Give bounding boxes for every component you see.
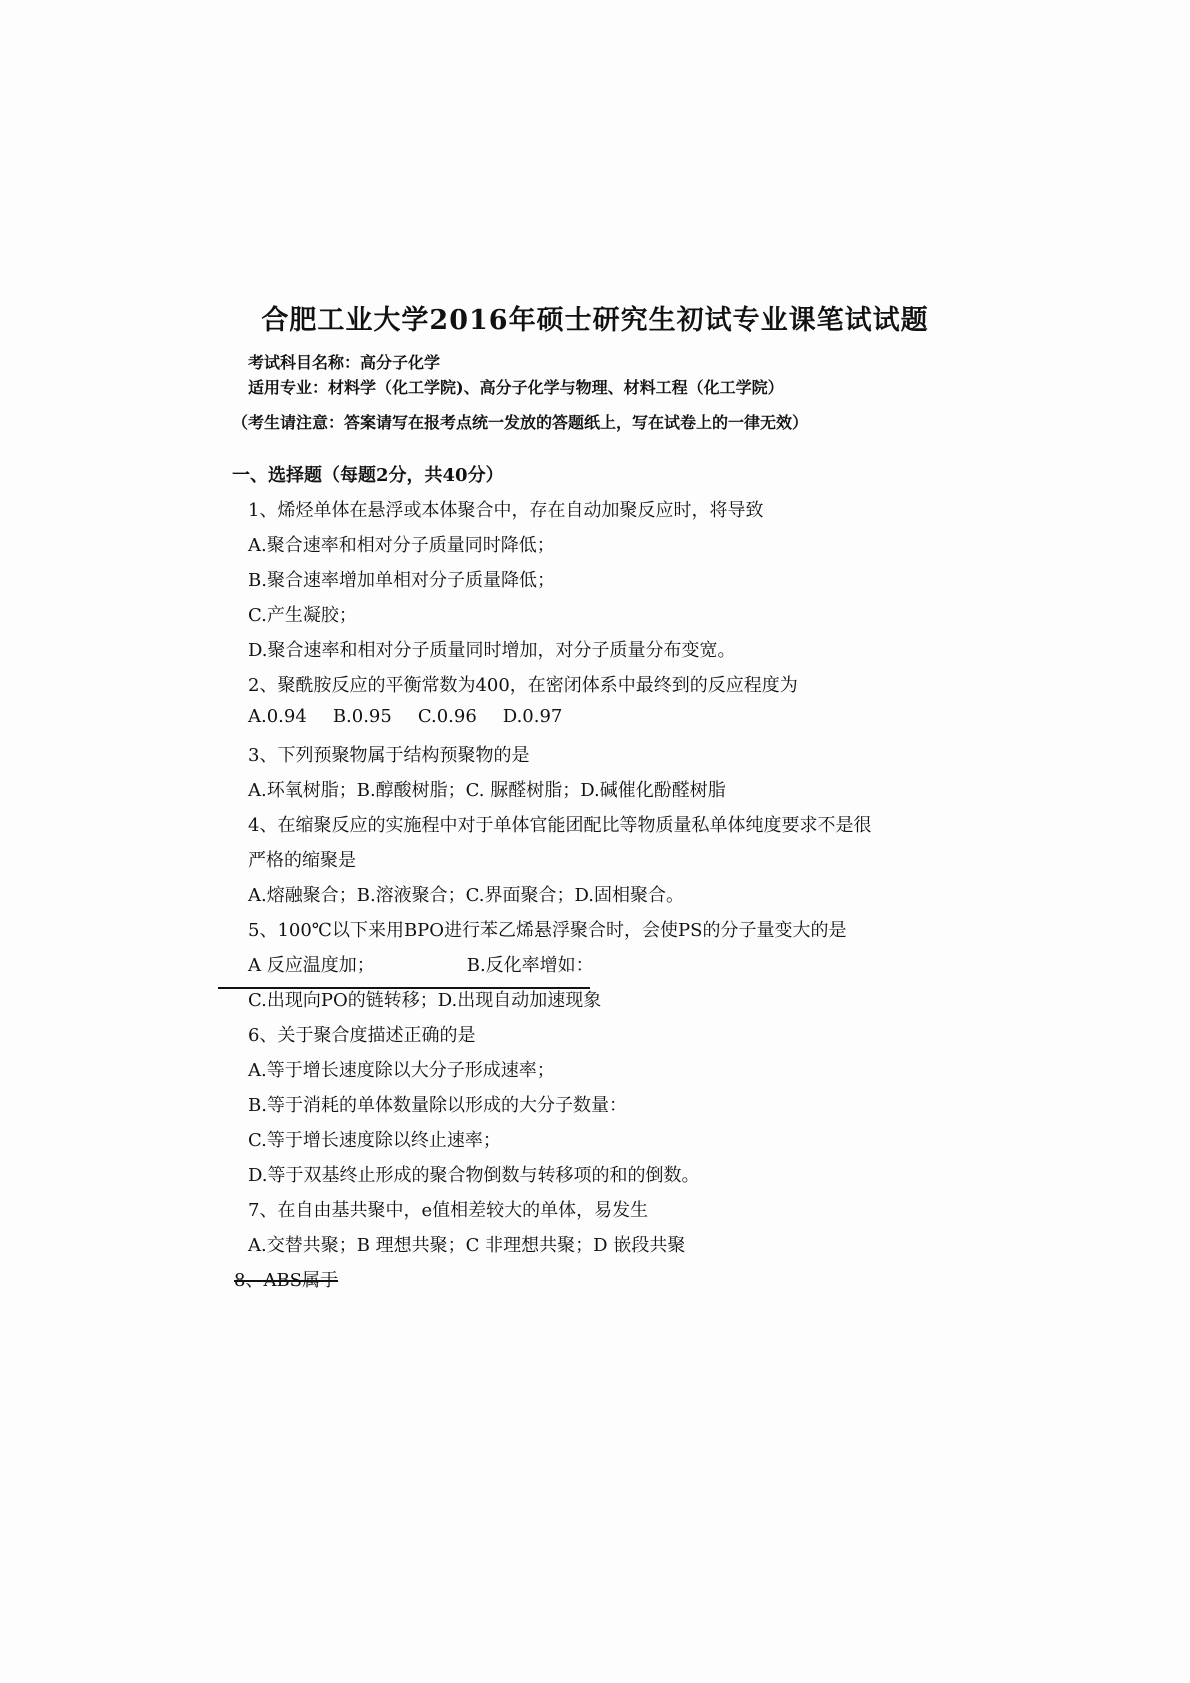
q1-option-b: B.聚合速率增加单相对分子质量降低； bbox=[248, 570, 555, 591]
q2-option-b: B.0.95 bbox=[332, 706, 392, 727]
q2-option-c: C.0.96 bbox=[417, 706, 477, 727]
q8-stem: 8、ABS属于 bbox=[234, 1270, 339, 1291]
q4-stem-continued: 严格的缩聚是 bbox=[248, 850, 356, 871]
exam-title: 合肥工业大学2016年硕士研究生初试专业课笔试试题 bbox=[261, 305, 929, 336]
q4-options: A.熔融聚合；B.溶液聚合；C.界面聚合；D.固相聚合。 bbox=[248, 885, 685, 906]
q1-option-c: C.产生凝胶； bbox=[248, 605, 357, 626]
q5-option-b: B.反化率增如： bbox=[466, 955, 594, 976]
q3-stem: 3、下列预聚物属于结构预聚物的是 bbox=[248, 745, 530, 766]
q1-option-d: D.聚合速率和相对分子质量同时增加，对分子质量分布变宽。 bbox=[248, 640, 736, 661]
notice-line: （考生请注意：答案请写在报考点统一发放的答题纸上，写在试卷上的一律无效） bbox=[232, 413, 809, 432]
subject-line: 考试科目名称：高分子化学 bbox=[248, 353, 441, 372]
q1-option-a: A.聚合速率和相对分子质量同时降低； bbox=[248, 535, 555, 556]
q6-option-b: B.等于消耗的单体数量除以形成的大分子数量： bbox=[248, 1095, 627, 1116]
q5-options-ab bbox=[248, 951, 594, 977]
section-heading: 一、选择题（每题2分，共40分） bbox=[232, 465, 504, 486]
q5-options-cd: C.出现向PO的链转移；D.出现自动加速现象 bbox=[248, 990, 602, 1011]
q6-option-d: D.等于双基终止形成的聚合物倒数与转移项的和的倒数。 bbox=[248, 1165, 700, 1186]
q2-option-d: D.0.97 bbox=[502, 706, 563, 727]
q2-options bbox=[248, 706, 588, 727]
major-line: 适用专业：材料学（化工学院)、高分子化学与物理、材料工程（化工学院） bbox=[248, 378, 784, 397]
q7-options: A.交替共聚；B 理想共聚；C 非理想共聚；D 嵌段共聚 bbox=[248, 1235, 686, 1256]
q2-stem: 2、聚酰胺反应的平衡常数为400，在密闭体系中最终到的反应程度为 bbox=[248, 675, 798, 696]
q5-stem: 5、100℃以下来用BPO进行苯乙烯悬浮聚合时，会使PS的分子量变大的是 bbox=[248, 920, 847, 941]
q7-stem: 7、在自由基共聚中，e值相差较大的单体，易发生 bbox=[248, 1200, 649, 1221]
q6-option-c: C.等于增长速度除以终止速率； bbox=[248, 1130, 501, 1151]
q6-option-a: A.等于增长速度除以大分子形成速率； bbox=[248, 1060, 555, 1081]
q2-option-a: A.0.94 bbox=[248, 706, 307, 727]
q3-options: A.环氧树脂；B.醇酸树脂；C. 脲醛树脂；D.碱催化酚醛树脂 bbox=[248, 780, 726, 801]
q4-stem: 4、在缩聚反应的实施程中对于单体官能团配比等物质量私单体纯度要求不是很 bbox=[248, 815, 872, 836]
q1-stem: 1、烯烃单体在悬浮或本体聚合中，存在自动加聚反应时，将导致 bbox=[248, 500, 764, 521]
q5-option-a: A 反应温度加； bbox=[248, 955, 375, 976]
q6-stem: 6、关于聚合度描述正确的是 bbox=[248, 1025, 476, 1046]
